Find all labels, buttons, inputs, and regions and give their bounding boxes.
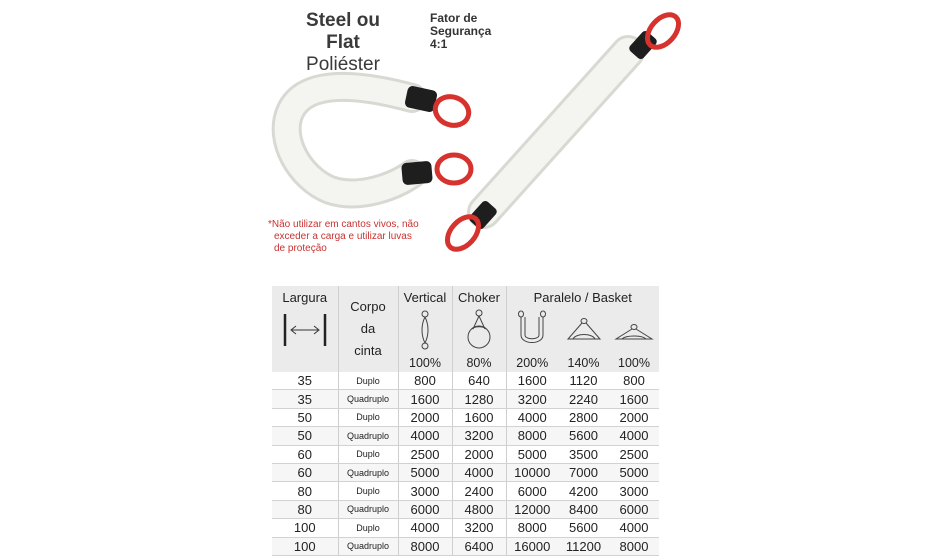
cell-basket-100: 3000	[609, 482, 659, 500]
cell-basket-140: 5600	[558, 427, 609, 445]
cell-width: 50	[272, 427, 338, 445]
table-row	[272, 445, 659, 463]
product-subtitle: Poliéster	[306, 54, 380, 75]
cell-basket-140: 4200	[558, 482, 609, 500]
cell-width: 35	[272, 372, 338, 390]
cell-basket-140: 8400	[558, 500, 609, 518]
cell-vertical: 5000	[398, 463, 452, 481]
cell-width: 100	[272, 519, 338, 537]
cell-basket-140: 1120	[558, 372, 609, 390]
cell-width: 35	[272, 390, 338, 408]
cell-basket-200: 4000	[506, 408, 558, 426]
loop-sling-image	[287, 85, 473, 193]
warning-note	[268, 219, 468, 255]
cell-basket-140: 7000	[558, 463, 609, 481]
cell-width: 60	[272, 445, 338, 463]
cell-basket-200: 6000	[506, 482, 558, 500]
cell-basket-200: 8000	[506, 427, 558, 445]
cell-vertical: 3000	[398, 482, 452, 500]
choker-sling-icon	[452, 308, 506, 354]
cell-vertical: 1600	[398, 390, 452, 408]
cell-body: Duplo	[338, 372, 398, 390]
title-block	[288, 10, 398, 76]
cell-body: Duplo	[338, 482, 398, 500]
cell-width: 80	[272, 482, 338, 500]
percent-basket-100: 100%	[609, 354, 659, 372]
vertical-sling-icon	[398, 308, 452, 354]
cell-choker: 3200	[452, 519, 506, 537]
cell-basket-200: 5000	[506, 445, 558, 463]
cell-body: Quadruplo	[338, 463, 398, 481]
warning-line: de proteção	[274, 243, 327, 254]
safety-factor	[430, 12, 491, 51]
safety-factor-line: Segurança	[430, 24, 492, 38]
cell-body: Quadruplo	[338, 537, 398, 555]
table-row	[272, 463, 659, 481]
cell-body: Duplo	[338, 519, 398, 537]
cell-choker: 4000	[452, 463, 506, 481]
table-row	[272, 427, 659, 445]
header-vertical: Vertical	[398, 286, 452, 308]
percent-vertical: 100%	[398, 354, 452, 372]
percent-choker: 80%	[452, 354, 506, 372]
warning-line: exceder a carga e utilizar luvas	[274, 231, 412, 242]
table-row	[272, 408, 659, 426]
header-body	[338, 286, 398, 372]
cell-basket-100: 4000	[609, 519, 659, 537]
cell-basket-100: 800	[609, 372, 659, 390]
cell-width: 80	[272, 500, 338, 518]
product-title: Steel ou Flat	[306, 10, 380, 53]
cell-choker: 1280	[452, 390, 506, 408]
cell-basket-100: 2000	[609, 408, 659, 426]
cell-basket-140: 3500	[558, 445, 609, 463]
cell-basket-200: 8000	[506, 519, 558, 537]
table-row	[272, 390, 659, 408]
table-percent-row	[272, 354, 659, 372]
cell-width: 60	[272, 463, 338, 481]
cell-vertical: 8000	[398, 537, 452, 555]
percent-basket-140: 140%	[558, 354, 609, 372]
cell-basket-140: 2800	[558, 408, 609, 426]
cell-basket-200: 1600	[506, 372, 558, 390]
cell-choker: 1600	[452, 408, 506, 426]
table-icon-row	[272, 308, 659, 354]
safety-factor-line: Fator de	[430, 11, 478, 25]
cell-basket-200: 10000	[506, 463, 558, 481]
cell-width: 100	[272, 537, 338, 555]
cell-body: Quadruplo	[338, 427, 398, 445]
cell-choker: 2000	[452, 445, 506, 463]
table-row	[272, 500, 659, 518]
basket-triangle-icon	[558, 308, 609, 354]
cell-basket-100: 6000	[609, 500, 659, 518]
cell-basket-100: 4000	[609, 427, 659, 445]
cell-body: Duplo	[338, 408, 398, 426]
cell-body: Quadruplo	[338, 500, 398, 518]
cell-basket-100: 8000	[609, 537, 659, 555]
table-header-row	[272, 286, 659, 308]
cell-width: 50	[272, 408, 338, 426]
cell-basket-140: 11200	[558, 537, 609, 555]
cell-vertical: 2000	[398, 408, 452, 426]
basket-flat-icon	[609, 308, 659, 354]
cell-choker: 3200	[452, 427, 506, 445]
double-arrow-icon	[272, 308, 338, 354]
cell-basket-100: 5000	[609, 463, 659, 481]
header-width: Largura	[272, 286, 338, 308]
header-basket: Paralelo / Basket	[506, 286, 659, 308]
cell-choker: 640	[452, 372, 506, 390]
cell-basket-200: 12000	[506, 500, 558, 518]
cell-vertical: 4000	[398, 519, 452, 537]
load-capacity-table	[272, 286, 659, 556]
cell-basket-140: 5600	[558, 519, 609, 537]
cell-vertical: 800	[398, 372, 452, 390]
cell-choker: 4800	[452, 500, 506, 518]
cell-body: Quadruplo	[338, 390, 398, 408]
table-row	[272, 537, 659, 555]
cell-basket-200: 16000	[506, 537, 558, 555]
cell-choker: 2400	[452, 482, 506, 500]
cell-basket-100: 1600	[609, 390, 659, 408]
table-row	[272, 482, 659, 500]
header-choker: Choker	[452, 286, 506, 308]
safety-factor-value: 4:1	[430, 37, 448, 51]
cell-vertical: 4000	[398, 427, 452, 445]
header-body-line: Corpo	[350, 299, 386, 314]
cell-basket-200: 3200	[506, 390, 558, 408]
cell-body: Duplo	[338, 445, 398, 463]
percent-basket-200: 200%	[506, 354, 558, 372]
header-body-line: cinta	[354, 343, 382, 358]
cell-vertical: 6000	[398, 500, 452, 518]
cell-basket-140: 2240	[558, 390, 609, 408]
header-body-line: da	[360, 321, 376, 336]
cell-basket-100: 2500	[609, 445, 659, 463]
table-row	[272, 519, 659, 537]
cell-vertical: 2500	[398, 445, 452, 463]
cell-choker: 6400	[452, 537, 506, 555]
table-row	[272, 372, 659, 390]
warning-line: *Não utilizar em cantos vivos, não	[268, 219, 419, 230]
u-basket-icon	[506, 308, 558, 354]
